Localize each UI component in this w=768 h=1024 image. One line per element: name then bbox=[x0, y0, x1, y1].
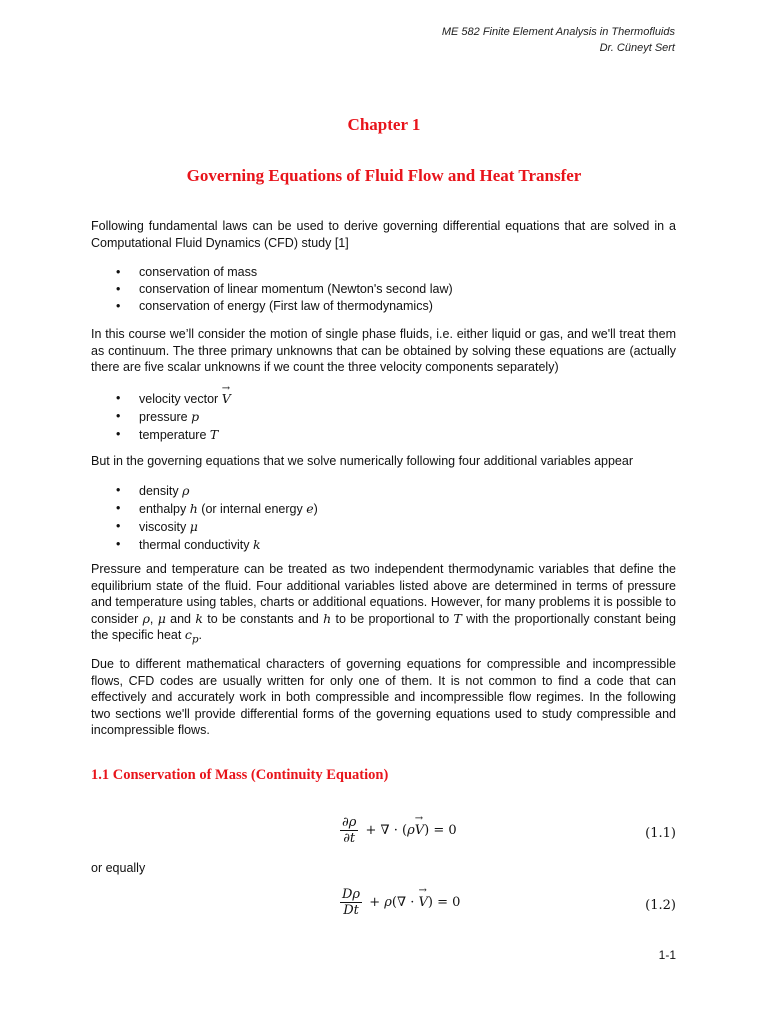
eq-vector: → V bbox=[418, 895, 427, 910]
text-run: and bbox=[170, 611, 192, 626]
text-run: Pressure and temperature can be treated as two independent thermodynamic variables that define the equilibrium state of the fluid. Four additional variables listed above are determined in terms of pressure and temperature using tables, charts or additional equations. However, for many problems it is possible to consider bbox=[91, 562, 676, 626]
eq-text: ) = 0 bbox=[427, 895, 461, 910]
chapter-heading: Chapter 1 bbox=[347, 115, 421, 134]
math-symbol: ρ bbox=[142, 610, 150, 626]
section-heading: 1.1 Conservation of Mass (Continuity Equation) bbox=[91, 767, 389, 783]
text-run: with the proportionally constant being the specific heat bbox=[91, 611, 676, 642]
pressure-paragraph bbox=[91, 561, 676, 648]
intro-paragraph: Following fundamental laws can be used to derive governing differential equations that are solved in a Computational Fluid Dynamics (CFD) study [1] bbox=[91, 219, 676, 250]
list-item bbox=[91, 281, 676, 298]
text-run: , bbox=[149, 611, 154, 626]
bullet-icon: • bbox=[116, 265, 121, 279]
list-item bbox=[91, 264, 676, 281]
fraction-numerator: ∂ρ bbox=[342, 815, 357, 830]
eq-symbol: ρ bbox=[407, 823, 415, 838]
additional-list bbox=[91, 482, 676, 554]
math-symbol: c bbox=[184, 627, 192, 642]
math-symbol: k bbox=[195, 610, 203, 626]
math-symbol: h bbox=[323, 610, 332, 626]
pressure-symbol: p bbox=[191, 409, 200, 424]
law-text: conservation of mass bbox=[139, 265, 258, 279]
bullet-icon: • bbox=[116, 391, 121, 405]
variable-label: thermal conductivity bbox=[139, 538, 250, 552]
running-header bbox=[442, 24, 675, 56]
compressible-paragraph: Due to different mathematical characters of governing equations for compressible and incompressible flows, CFD codes are usually written for only one of them. It is not common to find a code that can effectively and accurately work in both compressible and incompressible flow regimes. In the following two sections we'll provide differential forms of the governing equations used to study compressible and incompressible flows. bbox=[91, 657, 676, 737]
law-text: conservation of energy (First law of thermodynamics) bbox=[139, 299, 433, 313]
header-course: ME 582 Finite Element Analysis in Thermofluids bbox=[441, 26, 675, 38]
bullet-icon: • bbox=[116, 483, 121, 497]
bullet-icon: • bbox=[116, 519, 121, 533]
list-item bbox=[91, 482, 676, 500]
eq-text: + bbox=[369, 895, 381, 910]
bullet-icon: • bbox=[116, 299, 121, 313]
velocity-symbol: → V bbox=[222, 390, 231, 407]
variable-label: enthalpy bbox=[139, 502, 187, 516]
enthalpy-note-close: ) bbox=[313, 502, 318, 516]
eq-symbol: ρ bbox=[384, 895, 392, 910]
eq-text: (∇ · bbox=[391, 895, 415, 910]
eq-vector: → V bbox=[415, 823, 424, 838]
chapter-title: Governing Equations of Fluid Flow and Heat Transfer bbox=[186, 166, 582, 185]
laws-list bbox=[91, 264, 676, 315]
enthalpy-symbol: h bbox=[189, 501, 198, 516]
enthalpy-note: (or internal energy bbox=[201, 502, 303, 516]
variable-label: density bbox=[139, 484, 179, 498]
law-text: conservation of linear momentum (Newton's second law) bbox=[139, 282, 453, 296]
list-item bbox=[91, 536, 676, 554]
text-run: to be constants and bbox=[207, 611, 319, 626]
list-item bbox=[91, 298, 676, 315]
unknowns-list bbox=[91, 390, 676, 444]
equation-1-2 bbox=[340, 887, 460, 918]
text-run: . bbox=[198, 628, 202, 642]
temperature-symbol: T bbox=[209, 427, 219, 442]
course-paragraph: In this course we’ll consider the motion of single phase fluids, i.e. either liquid or gas, and we'll treat them as continuum. The three primary unknowns that can be obtained by solving these equations are (actually there are five scalar unknowns if we count the three velocity components separately) bbox=[91, 327, 676, 374]
bullet-icon: • bbox=[116, 427, 121, 441]
density-symbol: ρ bbox=[182, 483, 190, 498]
equation-1-1 bbox=[340, 815, 457, 846]
internal-energy-symbol: e bbox=[306, 501, 314, 516]
fraction-numerator: Dρ bbox=[342, 887, 361, 902]
list-item bbox=[91, 390, 676, 408]
bullet-icon: • bbox=[116, 409, 121, 423]
list-item bbox=[91, 518, 676, 536]
variable-label: viscosity bbox=[139, 520, 187, 534]
eq-text: + ∇ · ( bbox=[365, 823, 408, 838]
bullet-icon: • bbox=[116, 501, 121, 515]
bullet-icon: • bbox=[116, 282, 121, 296]
list-item bbox=[91, 426, 676, 444]
fraction-denominator: Dt bbox=[343, 903, 359, 918]
unknown-label: velocity vector bbox=[139, 392, 219, 406]
text-run: to be proportional to bbox=[335, 611, 450, 626]
fraction bbox=[340, 887, 362, 918]
equation-number: (1.2) bbox=[645, 898, 676, 913]
or-equally-text: or equally bbox=[91, 861, 146, 875]
fraction-denominator: ∂t bbox=[343, 831, 356, 846]
additional-paragraph: But in the governing equations that we solve numerically following four additional variables appear bbox=[91, 454, 633, 468]
equation-number: (1.1) bbox=[645, 826, 676, 841]
list-item bbox=[91, 500, 676, 518]
math-subscript: p bbox=[191, 633, 199, 646]
viscosity-symbol: μ bbox=[189, 519, 198, 534]
header-author: Dr. Cüneyt Sert bbox=[599, 42, 675, 54]
bullet-icon: • bbox=[116, 537, 121, 551]
unknown-label: pressure bbox=[139, 410, 188, 424]
math-symbol: μ bbox=[157, 610, 166, 626]
unknown-label: temperature bbox=[139, 428, 207, 442]
math-symbol: T bbox=[453, 610, 462, 626]
fraction bbox=[340, 815, 358, 846]
conductivity-symbol: k bbox=[252, 537, 261, 552]
list-item bbox=[91, 408, 676, 426]
page-number: 1-1 bbox=[658, 948, 676, 962]
eq-text: ) = 0 bbox=[424, 823, 457, 838]
